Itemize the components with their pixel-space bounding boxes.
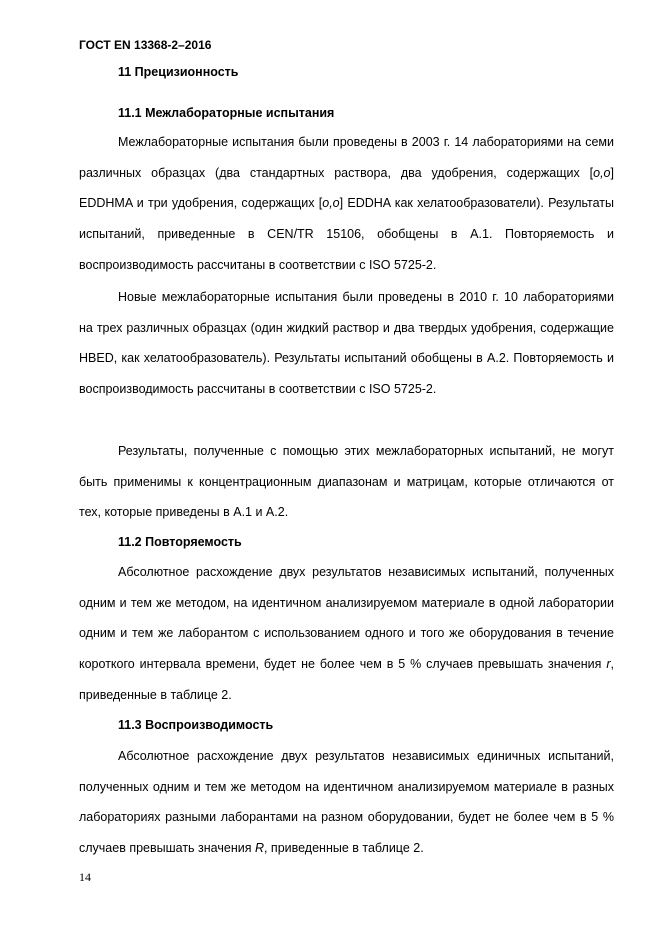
paragraph-text: Новые межлабораторные испытания были проведены в 2010 г. 10 лабораториями на трех различных образцах (один жидкий раствор и два твердых удобрения, содержащие HBED, как хелатообразователь). Результаты испытаний обобщены в А.2. Повторяемость и воспроизводимость рассчитаны в соответствии с ISO 5725-2. (79, 290, 614, 397)
paragraph-11-2 (79, 557, 614, 711)
paragraph-text: ] EDDHMA и три удобрения, содержащих [ (79, 165, 614, 211)
paragraph-11-1-second (79, 282, 614, 405)
section-heading-11: 11 Прецизионность (118, 65, 239, 79)
repeatability-symbol: r (606, 657, 611, 672)
section-heading-11-1: 11.1 Межлабораторные испытания (118, 106, 335, 120)
paragraph-text: Результаты, полученные с помощью этих межлабораторных испытаний, не могут быть применимы к концентрационным диапазонам и матрицам, которые отличаются от тех, которые приведены в А.1 и А.2. (79, 444, 614, 520)
reproducibility-symbol: R (254, 841, 264, 856)
paragraph-text: Межлабораторные испытания были проведены в 2003 г. 14 лабораториями на семи различных образцах (два стандартных раствора, два удобрения, содержащих [ (79, 135, 614, 180)
section-heading-11-2: 11.2 Повторяемость (118, 535, 242, 549)
section-heading-11-3: 11.3 Воспроизводимость (118, 718, 274, 732)
paragraph-text: Абсолютное расхождение двух результатов независимых единичных испытаний, полученных одним и тем же методом на идентичном анализируемом материале в разных лабораториях разными лаборантами на разном оборудовании, будет не более чем в 5 % случаев превышать значения (79, 749, 614, 856)
isomer-notation: o,o (593, 165, 611, 180)
page-number: 14 (79, 870, 91, 884)
paragraph-text: Абсолютное расхождение двух результатов независимых испытаний, полученных одним и тем же методом, на идентичном анализируемом материале в одной лаборатории одним и тем же лаборантом с использованием одного и того же оборудования в течение короткого интервала времени, будет не более чем в 5 % случаев превышать значения (79, 565, 614, 672)
paragraph-text: , приведенные в таблице 2. (79, 657, 614, 702)
isomer-notation: o,o (322, 196, 340, 211)
paragraph-11-1-third (79, 436, 614, 528)
paragraph-11-3 (79, 741, 614, 864)
paragraph-text: ] EDDHA как хелатообразователи). Результаты испытаний, приведенные в CEN/TR 15106, обобщены в А.1. Повторяемость и воспроизводимость рассчитаны в соответствии с ISO 5725-2. (79, 196, 614, 272)
document-header: ГОСТ EN 13368-2–2016 (79, 38, 212, 52)
paragraph-text: , приведенные в таблице 2. (263, 841, 424, 856)
paragraph-11-1-first (79, 127, 614, 281)
